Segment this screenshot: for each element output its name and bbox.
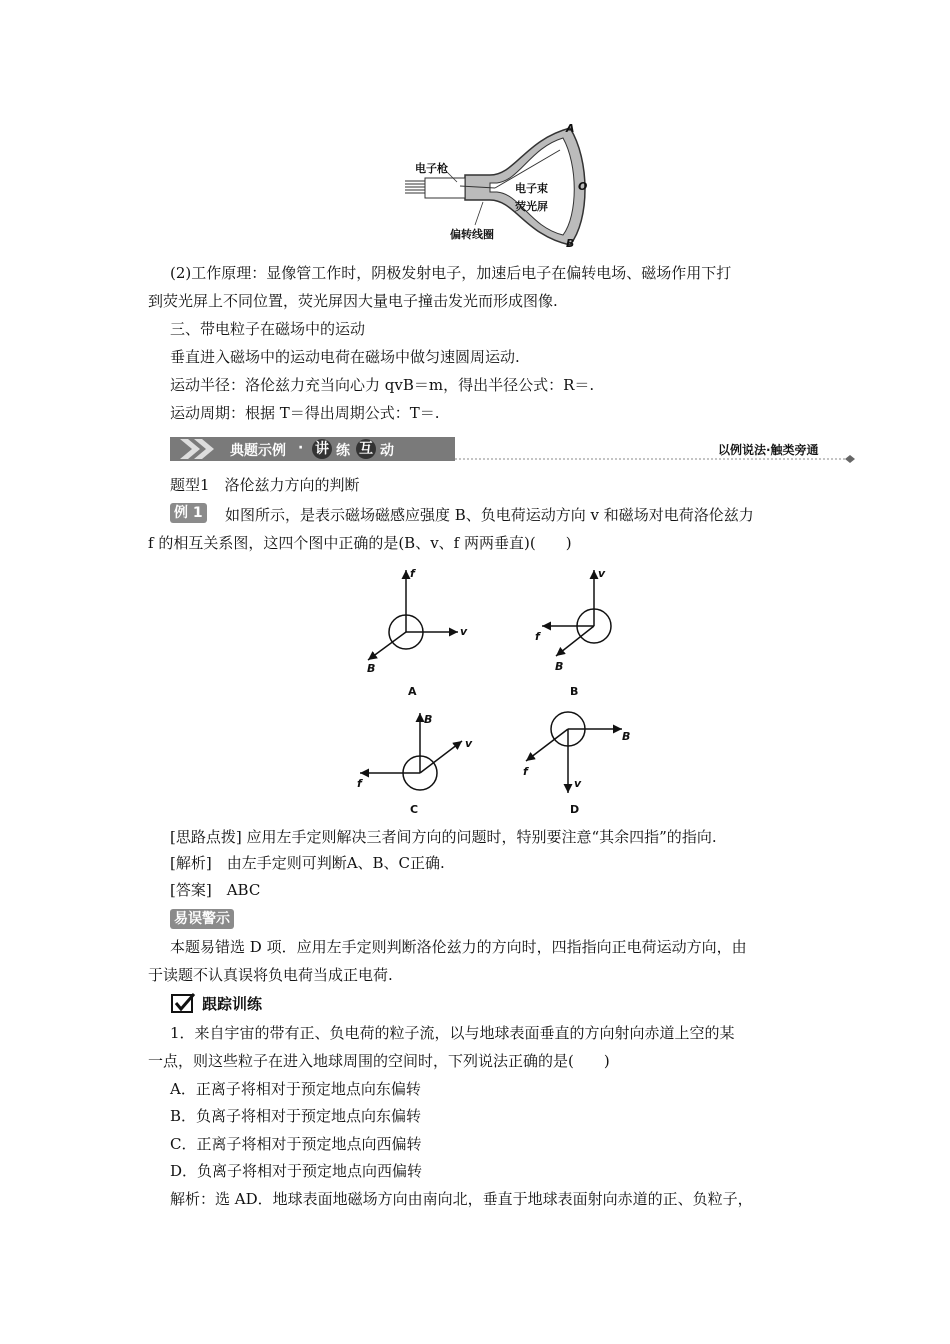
crt-label-beam: 电子束 <box>515 182 548 195</box>
example-text: 如图所示，是表示磁场磁感应强度 B、负电荷运动方向 v 和磁场对电荷洛伦兹力 <box>225 506 754 524</box>
diagram-b-f: f <box>535 630 540 643</box>
diagram-d-v: v <box>574 777 582 790</box>
section-banner <box>170 435 860 463</box>
text-line: 运动周期：根据 T＝得出周期公式：T＝. <box>170 404 440 422</box>
crt-label-o: O <box>578 180 588 193</box>
warning-text: 于读题不认真误将负电荷当成正电荷. <box>148 966 393 984</box>
banner-char: 讲 <box>312 439 332 459</box>
text-line: 运动半径：洛伦兹力充当向心力 qvB＝m，得出半径公式：R＝. <box>170 376 595 394</box>
example-tag: 例 1 <box>170 503 207 523</box>
crt-label-gun: 电子枪 <box>415 162 448 175</box>
example-text: f 的相互关系图，这四个图中正确的是(B、v、f 两两垂直)( ) <box>148 534 572 552</box>
banner-char: 动 <box>380 443 394 459</box>
track-tag: 跟踪训练 <box>202 995 263 1013</box>
answer-text: [答案] ABC <box>170 881 261 899</box>
warning-tag: 易误警示 <box>170 909 234 929</box>
crt-label-screen: 荧光屏 <box>515 200 548 213</box>
crt-figure <box>395 120 605 255</box>
diagram-d-f: f <box>523 765 528 778</box>
option-d: D．负离子将相对于预定地点向西偏转 <box>170 1162 423 1180</box>
text-line: (2)工作原理：显像管工作时，阴极发射电子，加速后电子在偏转电场、磁场作用下打 <box>170 264 732 282</box>
diagram-d-caption: D <box>570 803 580 816</box>
diagram-a-b: B <box>367 662 376 675</box>
question-text: 一点，则这些粒子在进入地球周围的空间时，下列说法正确的是( ) <box>148 1052 610 1070</box>
diagram-d-b: B <box>622 730 631 743</box>
diagram-a-caption: A <box>408 685 417 698</box>
analysis-text: [解析] 由左手定则可判断A、B、C正确. <box>170 854 445 872</box>
section-heading: 三、带电粒子在磁场中的运动 <box>170 320 366 338</box>
crt-label-coil: 偏转线圈 <box>450 228 494 241</box>
question-type: 题型1 洛伦兹力方向的判断 <box>170 476 360 494</box>
solution-text: 解析：选 AD．地球表面地磁场方向由南向北，垂直于地球表面射向赤道的正、负粒子， <box>170 1190 753 1208</box>
banner-right-text: 以例说法·触类旁通 <box>718 443 819 457</box>
crt-label-a: A <box>566 122 575 135</box>
banner-char: 练 <box>336 443 350 459</box>
text-line: 到荧光屏上不同位置，荧光屏因大量电子撞击发光而形成图像. <box>148 292 558 310</box>
diagram-c-caption: C <box>410 803 419 816</box>
option-b: B．负离子将相对于预定地点向东偏转 <box>170 1107 422 1125</box>
diagram-c-b: B <box>424 713 433 726</box>
diagram-a-v: v <box>460 625 468 638</box>
warning-text: 本题易错选 D 项．应用左手定则判断洛伦兹力的方向时，四指指向正电荷运动方向，由 <box>170 938 747 956</box>
banner-title: 典题示例 <box>230 443 286 459</box>
option-a: A．正离子将相对于预定地点向东偏转 <box>170 1080 421 1098</box>
option-c: C．正离子将相对于预定地点向西偏转 <box>170 1135 422 1153</box>
diagram-b-caption: B <box>570 685 579 698</box>
diagram-c-v: v <box>465 737 473 750</box>
diagram-d <box>510 705 640 805</box>
banner-char: 互 <box>356 439 376 459</box>
diagram-a-f: f <box>410 567 415 580</box>
diagram-c-f: f <box>357 777 362 790</box>
text-line: 垂直进入磁场中的运动电荷在磁场中做匀速圆周运动. <box>170 348 520 366</box>
question-text: 1．来自宇宙的带有正、负电荷的粒子流，以与地球表面垂直的方向射向赤道上空的某 <box>170 1024 735 1042</box>
banner-dot: · <box>298 440 304 456</box>
diagram-b-b: B <box>555 660 564 673</box>
diagram-b-v: v <box>598 567 606 580</box>
hint-text: [思路点拨] 应用左手定则解决三者间方向的问题时，特别要注意“其余四指”的指向. <box>170 828 717 846</box>
diagram-b <box>530 560 660 700</box>
check-icon <box>170 992 200 1014</box>
diagram-c <box>350 705 480 805</box>
crt-label-b: B <box>566 237 575 250</box>
